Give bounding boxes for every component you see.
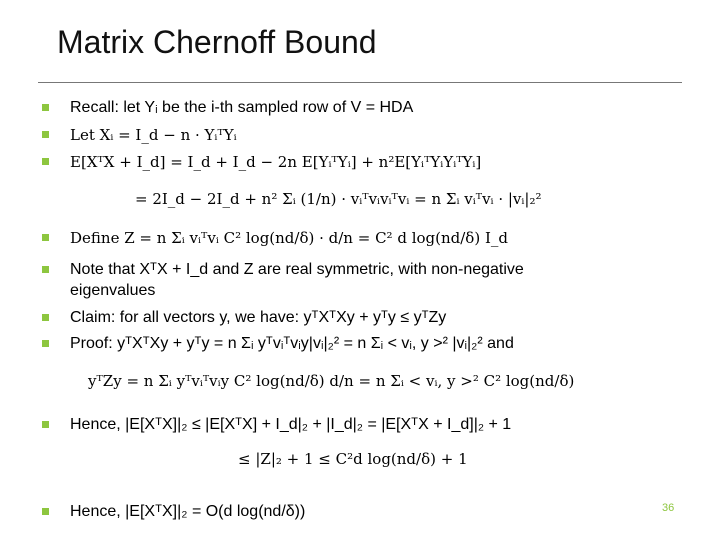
bullet-expectation: E[XᵀX + I_d] = I_d + I_d − 2n E[YᵢᵀYᵢ] + n²E[YᵢᵀYᵢYᵢᵀYᵢ] <box>70 153 482 171</box>
bullet-proof: Proof: yᵀXᵀXy + yᵀy = n Σᵢ yᵀvᵢᵀvᵢy|vᵢ|₂² = n Σᵢ < vᵢ, y >² |vᵢ|₂² and <box>70 335 514 352</box>
bullet-marker <box>42 266 49 273</box>
title-divider <box>38 82 682 83</box>
bullet-define-z: Define Z = n Σᵢ vᵢᵀvᵢ C² log(nd/δ) · d/n = C² d log(nd/δ) I_d <box>70 229 508 247</box>
proof-continuation: yᵀZy = n Σᵢ yᵀvᵢᵀvᵢy C² log(nd/δ) d/n = n Σᵢ < vᵢ, y >² C² log(nd/δ) <box>88 372 575 390</box>
bullet-marker <box>42 104 49 111</box>
bullet-claim: Claim: for all vectors y, we have: yᵀXᵀXy + yᵀy ≤ yᵀZy <box>70 309 447 326</box>
bullet-marker <box>42 340 49 347</box>
bullet-marker <box>42 508 49 515</box>
page-number: 36 <box>662 502 675 514</box>
bullet-note-line2: eigenvalues <box>70 282 156 299</box>
bullet-hence-1: Hence, |E[XᵀX]|₂ ≤ |E[XᵀX] + I_d|₂ + |I_d|₂ = |E[XᵀX + I_d]|₂ + 1 <box>70 416 512 433</box>
slide-title: Matrix Chernoff Bound <box>57 24 377 60</box>
bullet-hence-2: Hence, |E[XᵀX]|₂ = O(d log(nd/δ)) <box>70 503 306 520</box>
bullet-recall: Recall: let Yᵢ be the i-th sampled row of V = HDA <box>70 99 414 116</box>
bullet-marker <box>42 158 49 165</box>
bullet-marker <box>42 131 49 138</box>
hence-continuation: ≤ |Z|₂ + 1 ≤ C²d log(nd/δ) + 1 <box>238 450 468 468</box>
expectation-continuation: = 2I_d − 2I_d + n² Σᵢ (1/n) · vᵢᵀvᵢvᵢᵀvᵢ = n Σᵢ vᵢᵀvᵢ · |vᵢ|₂² <box>135 190 542 208</box>
bullet-marker <box>42 421 49 428</box>
bullet-marker <box>42 314 49 321</box>
bullet-define-x: Let Xᵢ = I_d − n · YᵢᵀYᵢ <box>70 126 237 144</box>
bullet-note-line1: Note that XᵀX + I_d and Z are real symmetric, with non-negative <box>70 261 524 278</box>
bullet-marker <box>42 234 49 241</box>
